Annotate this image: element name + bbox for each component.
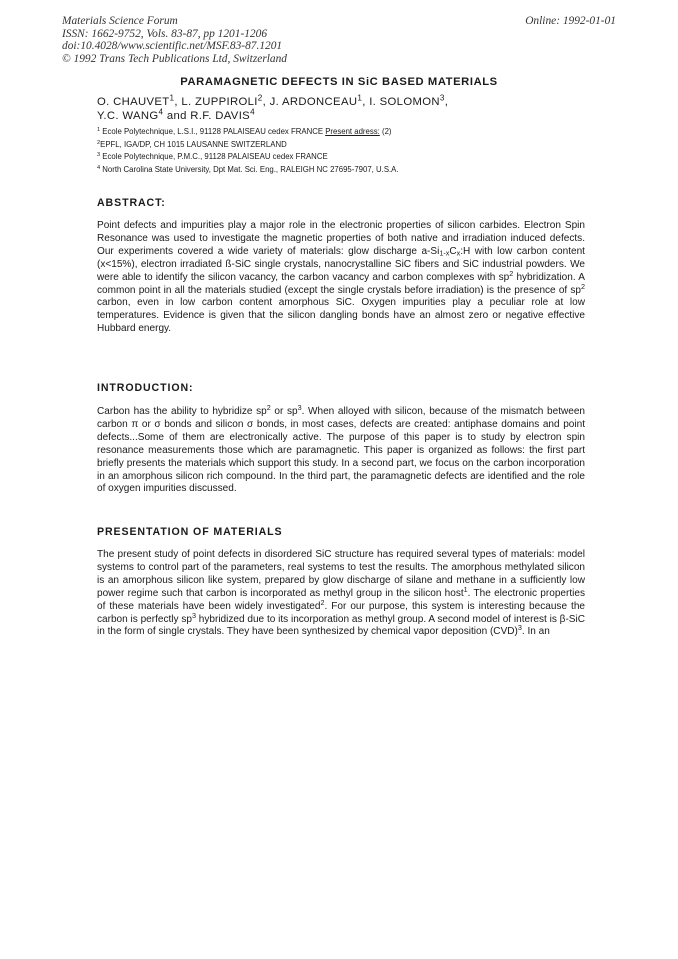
presentation-heading: PRESENTATION OF MATERIALS bbox=[97, 526, 283, 538]
author-name: , J. ARDONCEAU bbox=[262, 96, 358, 108]
superscript: 3 bbox=[297, 403, 302, 413]
text-run: The present study of point defects in disordered SiC structure has required several types of materials: model systems to control part of the parameters, real systems to test the results. The amorphous methylated silicon is an amorphous silicon like system, prepared by glow discharge of silane and methane in a sufficiently low power regime such that carbon is incorporated as methyl group in the silicon host bbox=[97, 549, 585, 599]
affiliation-mark: 4 bbox=[250, 107, 255, 117]
abstract-paragraph bbox=[97, 220, 585, 336]
affiliation-mark: 1 bbox=[357, 93, 363, 103]
author-separator: , bbox=[444, 96, 449, 108]
text-run: or sp bbox=[270, 406, 298, 417]
paper-title: PARAMAGNETIC DEFECTS IN SiC BASED MATERIALS bbox=[180, 76, 498, 88]
superscript: 3 bbox=[517, 623, 522, 633]
doi-line: doi:10.4028/www.scientific.net/MSF.83-87.1201 bbox=[62, 40, 283, 53]
journal-name: Materials Science Forum bbox=[62, 15, 178, 27]
author-name: Y.C. WANG bbox=[97, 109, 159, 122]
text-run: hybridized due to its incorporation as methyl group. A second model of interest is β-SiC in the form of single crystals. They have been synthesized by chemical vapor deposition (CVD) bbox=[97, 613, 585, 638]
journal-header bbox=[62, 15, 287, 65]
affiliation-list bbox=[97, 126, 597, 177]
affiliation-mark: 1 bbox=[169, 93, 175, 103]
affiliation-1 bbox=[97, 126, 597, 139]
affiliation-text: EPFL, IGA/DP, CH 1015 LAUSANNE SWITZERLAND bbox=[100, 139, 287, 149]
text-run: carbon, even in low carbon content amorphous SiC. Oxygen impurities play a peculiar role at low temperatures. Evidence is given that the silicon dangling bonds have an almost zero or negative effective Hubbard energy. bbox=[97, 297, 585, 335]
superscript: 1 bbox=[463, 584, 468, 594]
introduction-paragraph bbox=[97, 403, 586, 496]
affiliation-mark: 4 bbox=[97, 165, 101, 172]
text-run: :H with low carbon content (x<15%), electron irradiated ß-SiC single crystals, nanocrystalline SiC fibers and SiC industrial powders. We were able to identify the silicon vacancy, the carbon vacancy and carbon complexes with sp bbox=[97, 245, 585, 283]
affiliation-2 bbox=[97, 139, 597, 152]
superscript: 2 bbox=[320, 597, 325, 607]
affiliation-3 bbox=[97, 151, 597, 164]
affiliation-mark: 3 bbox=[439, 93, 445, 103]
introduction-heading: INTRODUCTION: bbox=[97, 382, 194, 394]
affiliation-text: (2) bbox=[379, 127, 392, 136]
text-run: . When alloyed with silicon, because of the mismatch between carbon π or σ bonds and silicon σ bonds, in most cases, defects are created: antiphase domains and point defects...Some of them are electronically active. The purpose of this paper is to study by electron spin resonance measurements those which are paramagnetic. This paper is organized as follows: the first part briefly presents the materials which support this study. In a second part, we focus on the carbon incorporation in an amorphous silicon rich compound. In the third part, the paramagnetic defects are identified and the role of oxygen impurities discussed. bbox=[97, 406, 586, 495]
text-run: Point defects and impurities play a major role in the electronic properties of silicon carbides. Electron Spin Resonance was used to investigate the magnetic properties of both native and irradiation induced defects. Our experiments covered a wide variety of materials: glow discharge a-Si bbox=[97, 220, 585, 257]
subscript: x bbox=[456, 248, 461, 258]
affiliation-mark: 3 bbox=[97, 152, 101, 159]
abstract-heading: ABSTRACT: bbox=[97, 197, 166, 209]
author-name: , I. SOLOMON bbox=[362, 96, 440, 108]
affiliation-text: Ecole Polytechnique, L.S.I., 91128 PALAISEAU cedex FRANCE bbox=[100, 127, 326, 136]
affiliation-4 bbox=[97, 164, 597, 177]
superscript: 2 bbox=[509, 268, 514, 278]
affiliation-mark: 2 bbox=[97, 139, 101, 146]
text-run: . The electronic properties of these materials have been widely investigated bbox=[97, 587, 585, 612]
present-address-label: Present adress: bbox=[325, 127, 380, 136]
author-name: and R.F. DAVIS bbox=[163, 109, 251, 122]
presentation-paragraph bbox=[97, 549, 585, 639]
author-name: O. CHAUVET bbox=[97, 96, 170, 108]
online-date: Online: 1992-01-01 bbox=[525, 15, 616, 27]
affiliation-mark: 4 bbox=[158, 107, 164, 117]
superscript: 2 bbox=[266, 403, 271, 413]
affiliation-text: North Carolina State University, Dpt Mat. Sci. Eng., RALEIGH NC 27695-7907, U.S.A. bbox=[100, 165, 399, 175]
copyright-line: © 1992 Trans Tech Publications Ltd, Switzerland bbox=[62, 52, 287, 65]
author-name: , L. ZUPPIROLI bbox=[174, 96, 258, 108]
text-run: Carbon has the ability to hybridize sp bbox=[97, 406, 267, 417]
affiliation-mark: 2 bbox=[257, 93, 263, 103]
affiliation-text: Ecole Polytechnique, P.M.C., 91128 PALAISEAU cedex FRANCE bbox=[100, 152, 328, 162]
subscript: 1-x bbox=[439, 248, 450, 258]
superscript: 2 bbox=[580, 281, 585, 291]
text-run: . In an bbox=[521, 626, 550, 638]
text-run: . For our purpose, this system is interesting because the carbon is perfectly sp bbox=[97, 600, 586, 625]
author-list bbox=[97, 93, 585, 123]
affiliation-mark: 1 bbox=[97, 126, 101, 133]
text-run: C bbox=[449, 245, 457, 257]
text-run: hybridization. A common point in all the materials studied (except the single crystals before irradiation) is the presence of sp bbox=[97, 271, 585, 296]
issn-line: ISSN: 1662-9752, Vols. 83-87, pp 1201-1206 bbox=[62, 27, 268, 40]
superscript: 3 bbox=[191, 610, 196, 620]
